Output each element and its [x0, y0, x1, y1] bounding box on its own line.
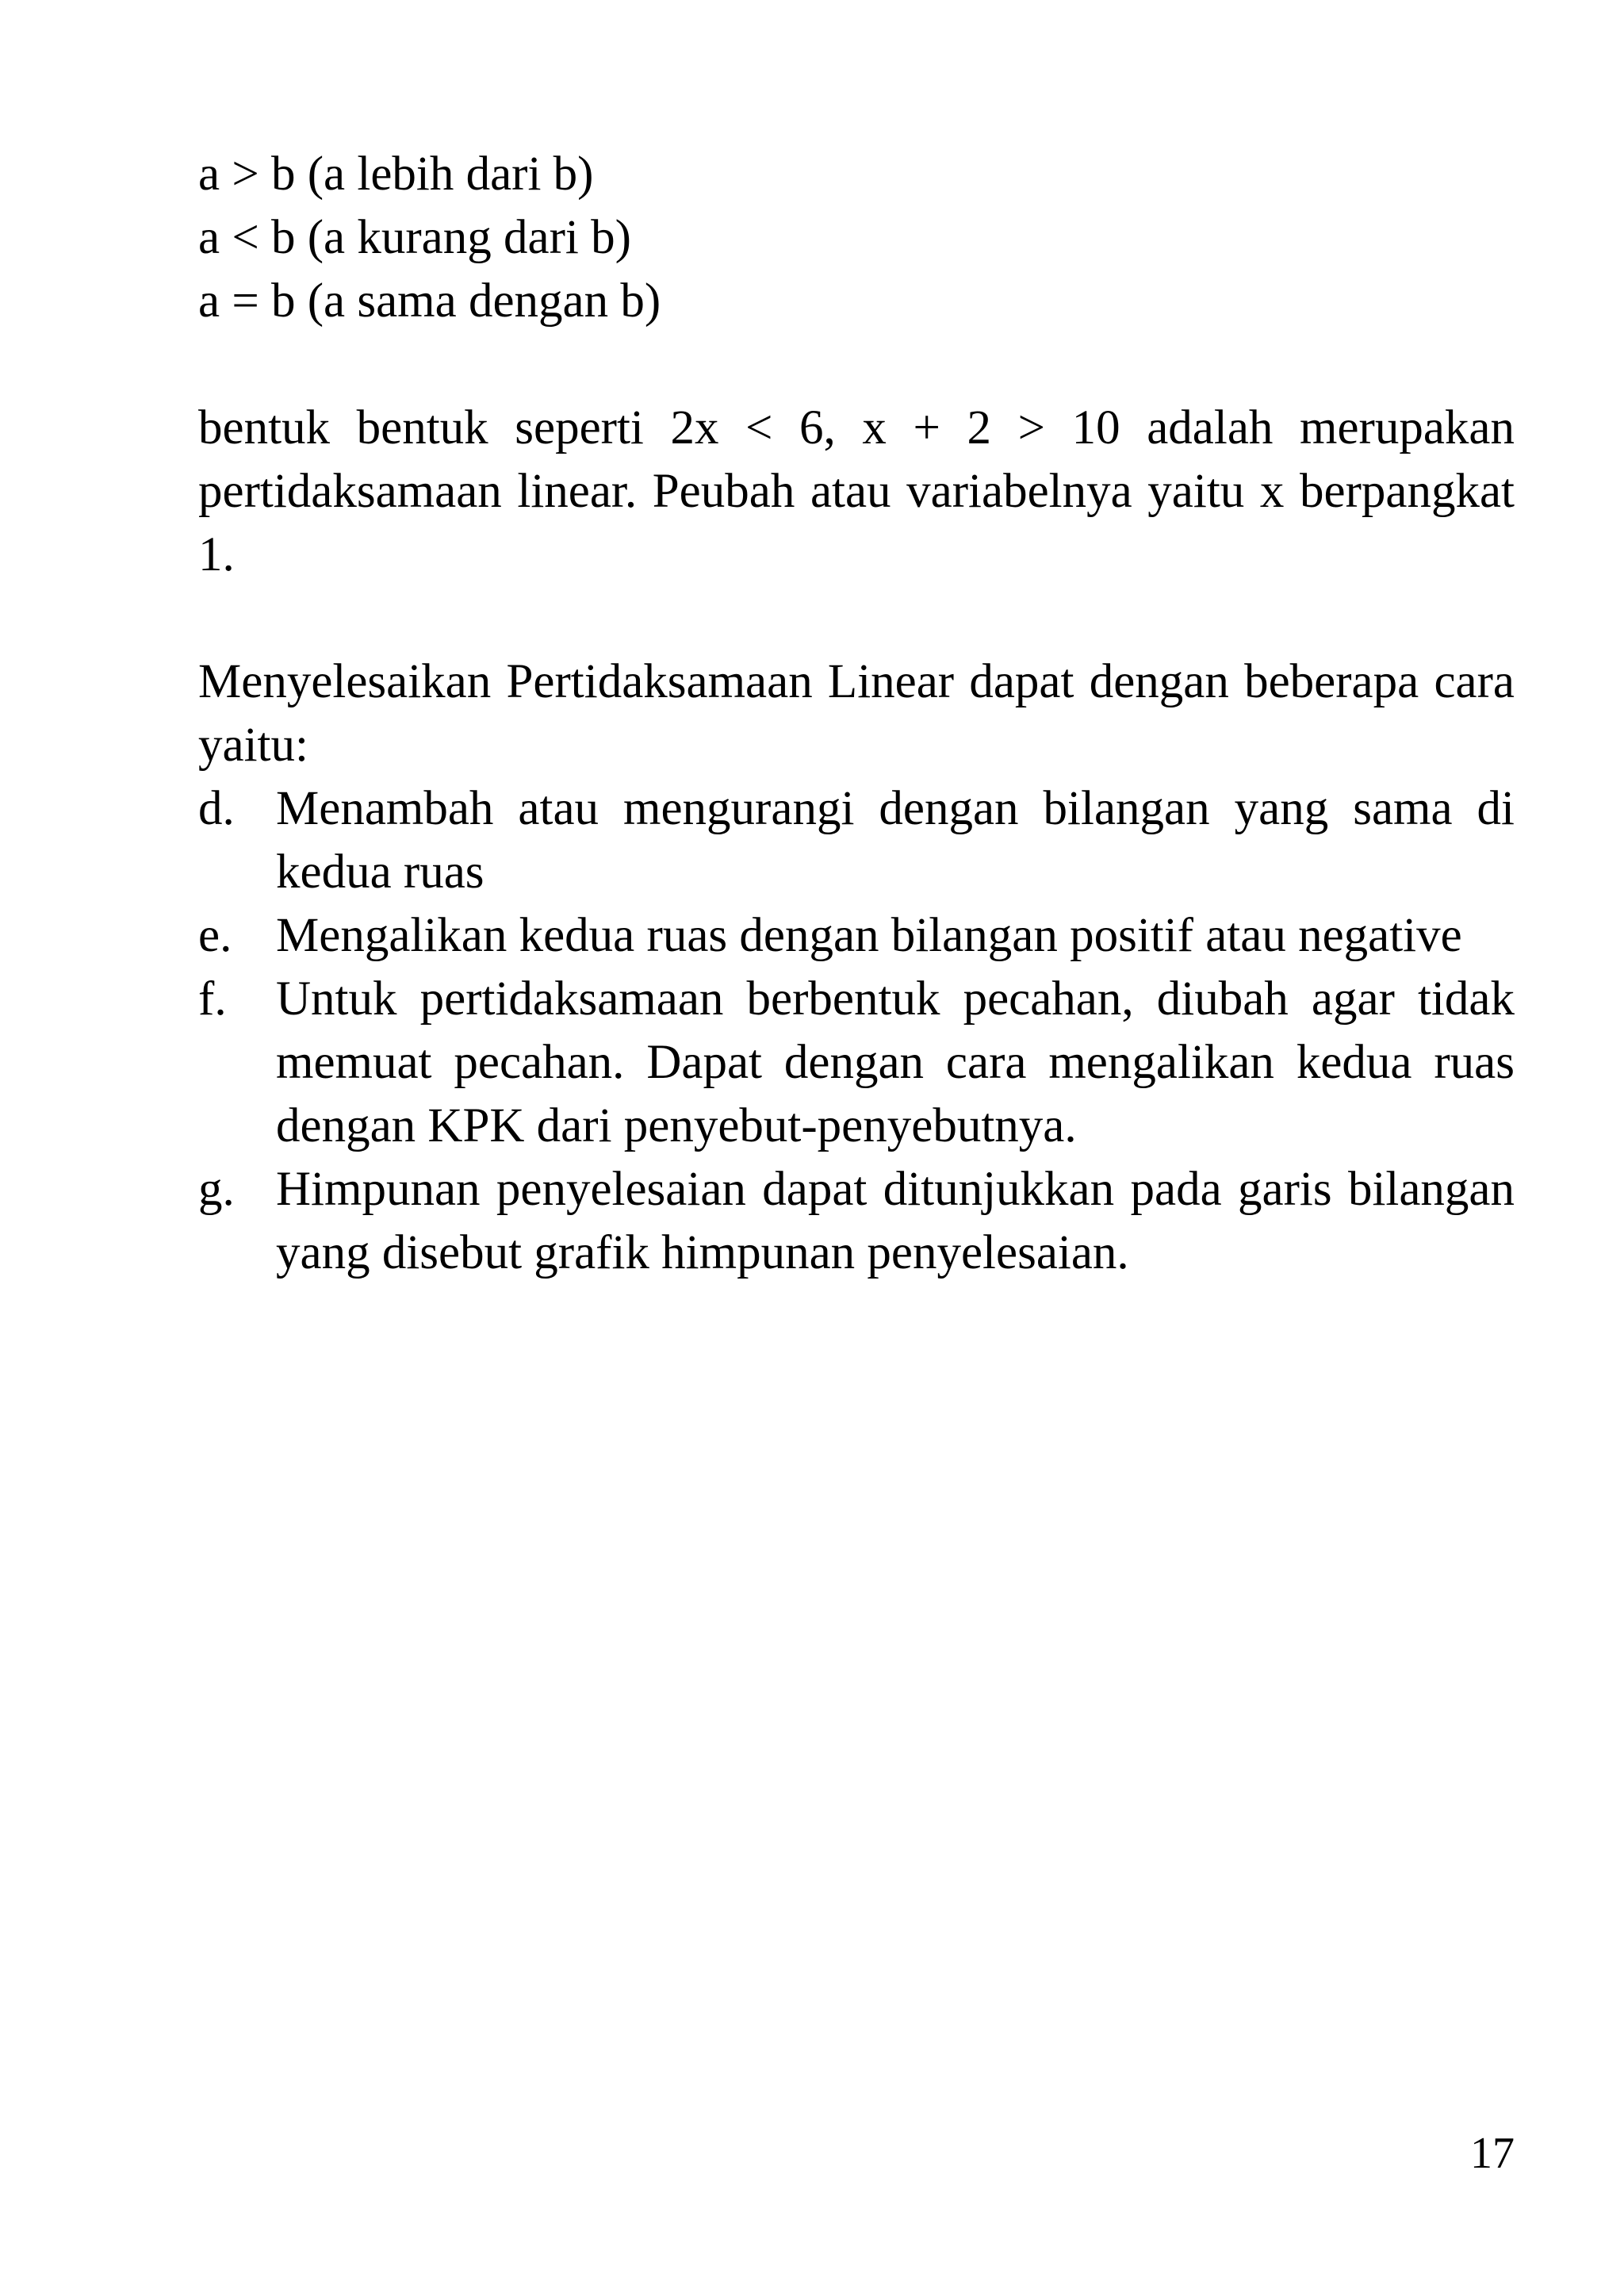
list-item: [198, 777, 1515, 904]
list-item-text: Menambah atau mengurangi dengan bilangan yang sama di kedua ruas: [276, 782, 1515, 899]
list-item: [198, 968, 1515, 1158]
page-number: 17: [1470, 2129, 1515, 2178]
page-content: [198, 143, 1515, 1285]
list-item: [198, 1158, 1515, 1285]
solving-methods-intro: Menyelesaikan Pertidaksamaan Linear dapat dengan beberapa cara yaitu:: [198, 655, 1515, 772]
list-marker: g.: [198, 1163, 235, 1216]
list-marker: d.: [198, 782, 235, 835]
list-item-text: Mengalikan kedua ruas dengan bilangan positif atau negative: [276, 909, 1462, 962]
list-marker: f.: [198, 972, 227, 1026]
relation-greater-than: a > b (a lebih dari b): [198, 148, 594, 201]
list-marker: e.: [198, 909, 232, 962]
relation-equal: a = b (a sama dengan b): [198, 274, 661, 328]
relation-less-than: a < b (a kurang dari b): [198, 211, 631, 264]
list-item-text: Untuk pertidaksamaan berbentuk pecahan, diubah agar tidak memuat pecahan. Dapat dengan cara mengalikan kedua ruas dengan KPK dari penyebut-penyebutnya.: [276, 972, 1515, 1152]
list-item-text: Himpunan penyelesaian dapat ditunjukkan pada garis bilangan yang disebut grafik himpunan penyelesaian.: [276, 1163, 1515, 1279]
linear-inequality-paragraph: bentuk bentuk seperti 2x < 6, x + 2 > 10 adalah merupakan pertidaksamaan linear. Peubah atau variabelnya yaitu x berpangkat 1.: [198, 401, 1515, 581]
list-item: [198, 904, 1515, 968]
relation-definitions: [198, 143, 1515, 333]
solving-methods-list: [198, 777, 1515, 1285]
